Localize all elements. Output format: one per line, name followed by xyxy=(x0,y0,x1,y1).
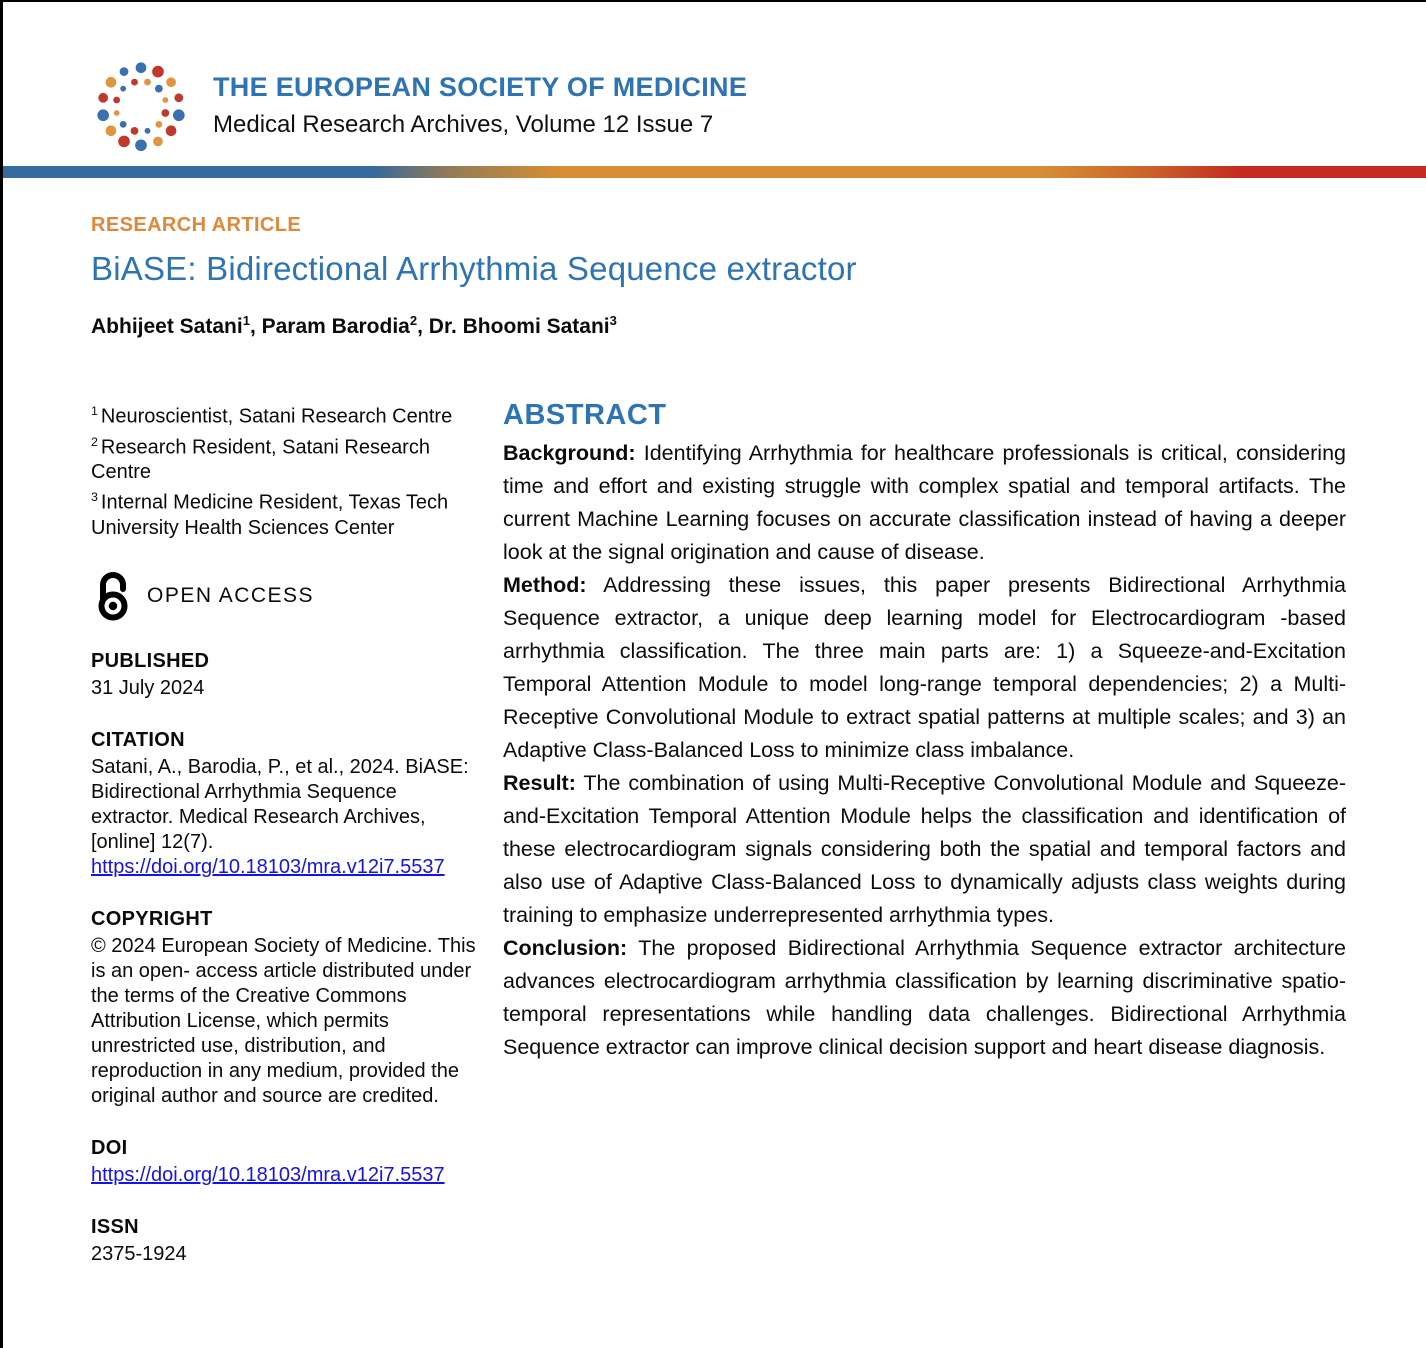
abstract-method-text: Addressing these issues, this paper presents Bidirectional Arrhythmia Sequence extractor, a unique deep learning model for Electrocardiogram -based arrhythmia classification. The three main parts are: 1) a Squeeze-and-Excitation Temporal Attention Module to model long-range temporal dependencies; 2) a Multi-Receptive Convolutional Module to extract spatial patterns at multiple scales; and 3) an Adaptive Class-Balanced Loss to minimize class imbalance. xyxy=(503,573,1346,762)
citation-text: Satani, A., Barodia, P., et al., 2024. BiASE: Bidirectional Arrhythmia Sequence extractor. Medical Research Archives, [online] 12(7). xyxy=(91,755,469,853)
citation-heading: CITATION xyxy=(91,728,185,751)
article-title: BiASE: Bidirectional Arrhythmia Sequence extractor xyxy=(91,250,857,287)
abstract-result-text: The combination of using Multi-Receptive Convolutional Module and Squeeze-and-Excitation Temporal Attention Module helps the classification and identification of these electrocardiogram signals considering both the spatial and temporal factors and also use of Adaptive Class-Balanced Loss to dynamically adjusts class weights during training to emphasize underrepresented arrhythmia types. xyxy=(503,771,1346,927)
abstract-background-label: Background: xyxy=(503,441,636,465)
abstract-section xyxy=(503,399,1346,1294)
doi-section xyxy=(91,1136,477,1188)
affiliation-item: $^1$ Neuroscientist, Satani Research Centre xyxy=(91,404,453,428)
abstract-background-text: Identifying Arrhythmia for healthcare professionals is critical, considering time and effort and existing struggle with complex spatial and temporal artifacts. The current Machine Learning focuses on accurate classification instead of having a deeper look at the signal origination and cause of disease. xyxy=(503,441,1346,564)
issn-section xyxy=(91,1215,477,1267)
affiliation-marker: 2 xyxy=(91,434,98,449)
abstract-conclusion-text: The proposed Bidirectional Arrhythmia Sequence extractor architecture advances electrocardiogram arrhythmia classification by learning discriminative spatio-temporal representations while handling data challenges. Bidirectional Arrhythmia Sequence extractor can improve clinical decision support and heart disease diagnosis. xyxy=(503,936,1346,1059)
journal-header xyxy=(3,2,1426,166)
article-meta-sidebar xyxy=(91,399,477,1294)
open-access-label: OPEN ACCESS xyxy=(147,584,315,608)
copyright-heading: COPYRIGHT xyxy=(91,907,213,930)
abstract-heading: ABSTRACT xyxy=(503,399,667,431)
copyright-text: © 2024 European Society of Medicine. This is an open- access article distributed under the terms of the Creative Commons Attribution License, which permits unrestricted use, distribution, and reproduction in any medium, provided the original author and source are credited. xyxy=(91,934,476,1107)
published-section xyxy=(91,649,477,701)
abstract-method-paragraph xyxy=(503,569,1346,767)
affiliation-item: $^2$ Research Resident, Satani Research Centre xyxy=(91,434,430,484)
author: Param Barodia$^2$ , xyxy=(262,315,429,338)
author: Abhijeet Satani$^1$ , xyxy=(91,315,262,338)
abstract-result-paragraph xyxy=(503,767,1346,932)
article-type-label: RESEARCH ARTICLE xyxy=(91,214,302,236)
issn-heading: ISSN xyxy=(91,1215,139,1238)
citation-doi-link[interactable]: https://doi.org/10.18103/mra.v12i7.5537 xyxy=(91,855,445,878)
author-affiliation-marker: 1 xyxy=(242,313,250,328)
affiliation-item: $^3$ Internal Medicine Resident, Texas Tech University Health Sciences Center xyxy=(91,490,449,539)
abstract-conclusion-label: Conclusion: xyxy=(503,936,628,960)
issn-value: 2375-1924 xyxy=(91,1242,187,1265)
doi-heading: DOI xyxy=(91,1136,128,1159)
published-date: 31 July 2024 xyxy=(91,676,205,699)
published-heading: PUBLISHED xyxy=(91,649,210,672)
affiliation-marker: 3 xyxy=(91,490,98,505)
article-body xyxy=(3,178,1426,1294)
doi-link[interactable]: https://doi.org/10.18103/mra.v12i7.5537 xyxy=(91,1163,445,1186)
journal-volume-issue: Medical Research Archives, Volume 12 Issue 7 xyxy=(213,111,714,138)
affiliations-list xyxy=(91,399,477,541)
author: Dr. Bhoomi Satani$^3$ xyxy=(428,313,617,338)
authors-line xyxy=(91,313,1346,339)
author-affiliation-marker: 3 xyxy=(609,313,617,328)
open-access-badge xyxy=(91,571,477,621)
open-access-lock-icon xyxy=(91,571,137,621)
abstract-conclusion-paragraph xyxy=(503,932,1346,1064)
citation-section xyxy=(91,728,477,880)
affiliation-marker: 1 xyxy=(91,404,98,418)
abstract-method-label: Method: xyxy=(503,573,587,597)
abstract-background-paragraph xyxy=(503,437,1346,569)
tricolor-divider-bar xyxy=(3,166,1426,178)
author-affiliation-marker: 2 xyxy=(409,313,418,328)
society-dots-logo-icon xyxy=(91,58,191,155)
society-name: THE EUROPEAN SOCIETY OF MEDICINE xyxy=(213,72,748,102)
abstract-result-label: Result: xyxy=(503,771,576,795)
copyright-section xyxy=(91,907,477,1109)
